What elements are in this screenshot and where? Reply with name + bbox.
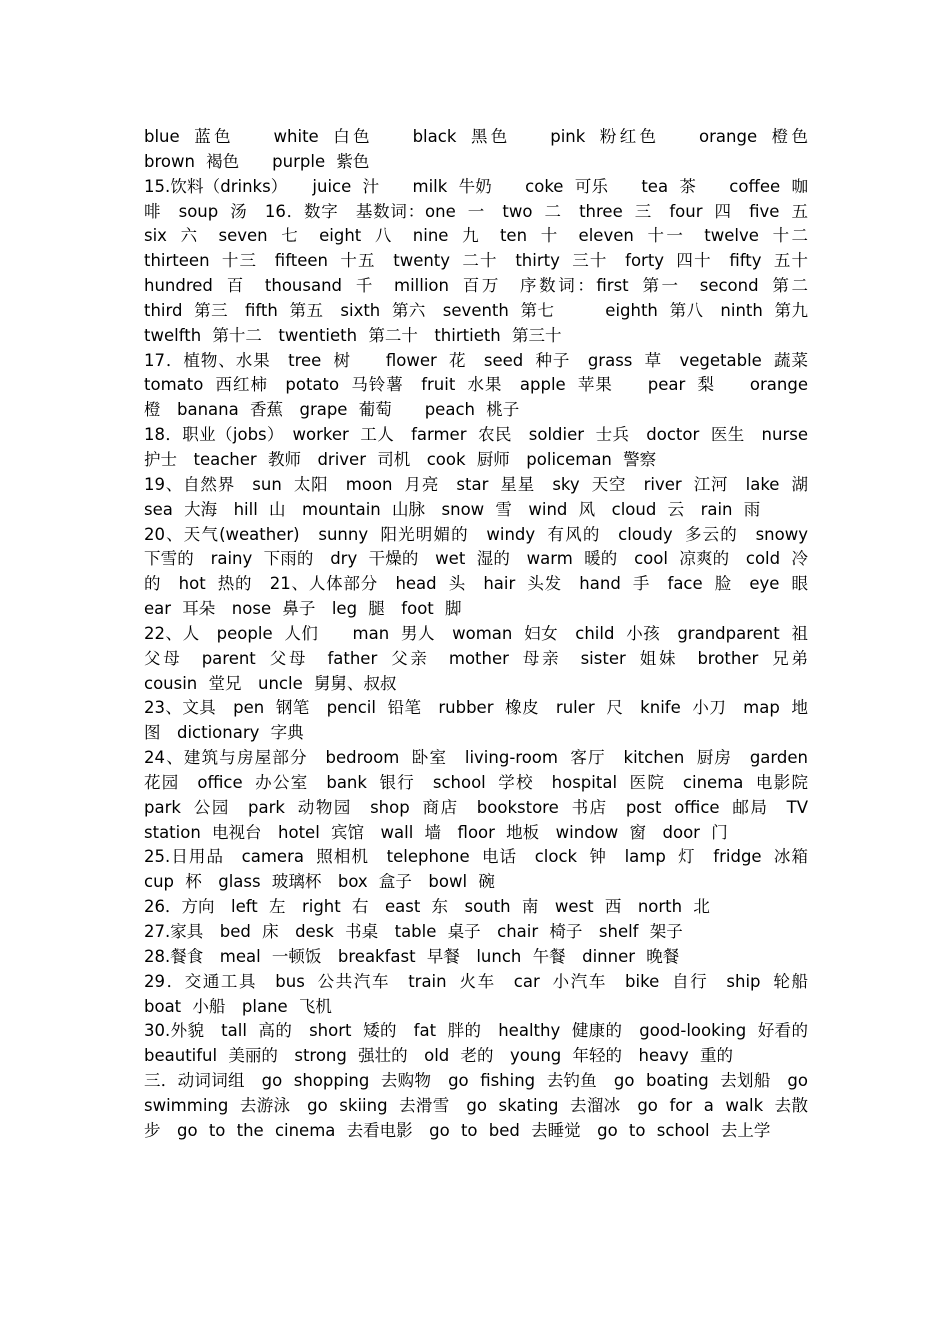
paragraph-buildings: 24、建筑与房屋部分 bedroom 卧室 living-room 客厅 kitchen 厨房 garden 花园 office 办公室 bank 银行 school 学校 hospital 医院 cinema 电影院 park 公园 park 动物园 shop 商店 bookstore 书店 post office 邮局 TV station 电视台 hotel 宾馆 wall 墙 floor 地板 window 窗 door 门 [144, 748, 825, 842]
paragraph-nature: 19、自然界 sun 太阳 moon 月亮 star 星星 sky 天空 river 江河 lake 湖 sea 大海 hill 山 mountain 山脉 snow 雪 wind 风 cloud 云 rain 雨 [144, 474, 825, 519]
paragraph-directions: 26．方向 left 左 right 右 east 东 south 南 west 西 north 北 [144, 897, 710, 917]
paragraph-meals: 28.餐食 meal 一顿饭 breakfast 早餐 lunch 午餐 dinner 晚餐 [144, 946, 680, 966]
paragraph-plants-fruits: 17．植物、水果 tree 树 flower 花 seed 种子 grass 草 vegetable 蔬菜 tomato 西红柿 potato 马铃薯 fruit 水果 apple 苹果 pear 梨 orange 橙 banana 香蕉 grape 葡萄 peach 桃子 [144, 350, 825, 420]
paragraph-stationery: 23、文具 pen 钢笔 pencil 铅笔 rubber 橡皮 ruler 尺 knife 小刀 map 地图 dictionary 字典 [144, 698, 808, 743]
paragraph-drinks-numbers: 15.饮料（drinks） juice 汁 milk 牛奶 coke 可乐 tea 茶 coffee 咖啡 soup 汤 16．数字 基数词：one 一 two 二 three 三 four 四 five 五 six 六 seven 七 eight 八 nine 九 ten 十 eleven 十一 twelve 十二 thirteen 十三 fifteen 十五 twenty 二十 thirty 三十 forty 四十 fifty 五十 hundred 百 thousand 千 million 百万 序数词：first 第一 second 第二 third 第三 fifth 第五 sixth 第六 seventh 第七 eighth 第八 ninth 第九 twelfth 第十二 twentieth 第二十 thirtieth 第三十 [144, 176, 825, 345]
paragraph-furniture: 27.家具 bed 床 desk 书桌 table 桌子 chair 椅子 shelf 架子 [144, 922, 683, 941]
paragraph-colors: blue 蓝色 white 白色 black 黑色 pink 粉红色 orange 橙色 brown 褐色 purple 紫色 [144, 127, 841, 171]
paragraph-people: 22、人 people 人们 man 男人 woman 妇女 child 小孩 grandparent 祖父母 parent 父母 father 父亲 mother 母亲 sister 姐妹 brother 兄弟 cousin 堂兄 uncle 舅舅、叔叔 [144, 623, 825, 693]
paragraph-transport: 29．交通工具 bus 公共汽车 train 火车 car 小汽车 bike 自行 ship 轮船 boat 小船 plane 飞机 [144, 971, 825, 1016]
paragraph-weather-body: 20、天气(weather) sunny 阳光明媚的 windy 有风的 cloudy 多云的 snowy 下雪的 rainy 下雨的 dry 干燥的 wet 湿的 warm 暖的 cool 凉爽的 cold 冷的 hot 热的 21、人体部分 head 头 hair 头发 hand 手 face 脸 eye 眼 ear 耳朵 nose 鼻子 leg 腿 foot 脚 [144, 524, 825, 619]
paragraph-daily-items: 25.日用品 camera 照相机 telephone 电话 clock 钟 lamp 灯 fridge 冰箱 cup 杯 glass 玻璃杯 box 盒子 bowl 碗 [144, 847, 825, 892]
vocabulary-document [144, 125, 841, 1144]
paragraph-jobs: 18．职业（jobs） worker 工人 farmer 农民 soldier 士兵 doctor 医生 nurse 护士 teacher 教师 driver 司机 cook 厨师 policeman 警察 [144, 425, 808, 469]
paragraph-verb-phrases: 三．动词词组 go shopping 去购物 go fishing 去钓鱼 go boating 去划船 go swimming 去游泳 go skiing 去滑雪 go skating 去溜冰 go for a walk 去散步 go to the cinema 去看电影 go to bed 去睡觉 go to school 去上学 [144, 1071, 808, 1140]
paragraph-appearance: 30.外貌 tall 高的 short 矮的 fat 胖的 healthy 健康的 good-looking 好看的 beautiful 美丽的 strong 强壮的 old 老的 young 年轻的 heavy 重的 [144, 1021, 825, 1066]
